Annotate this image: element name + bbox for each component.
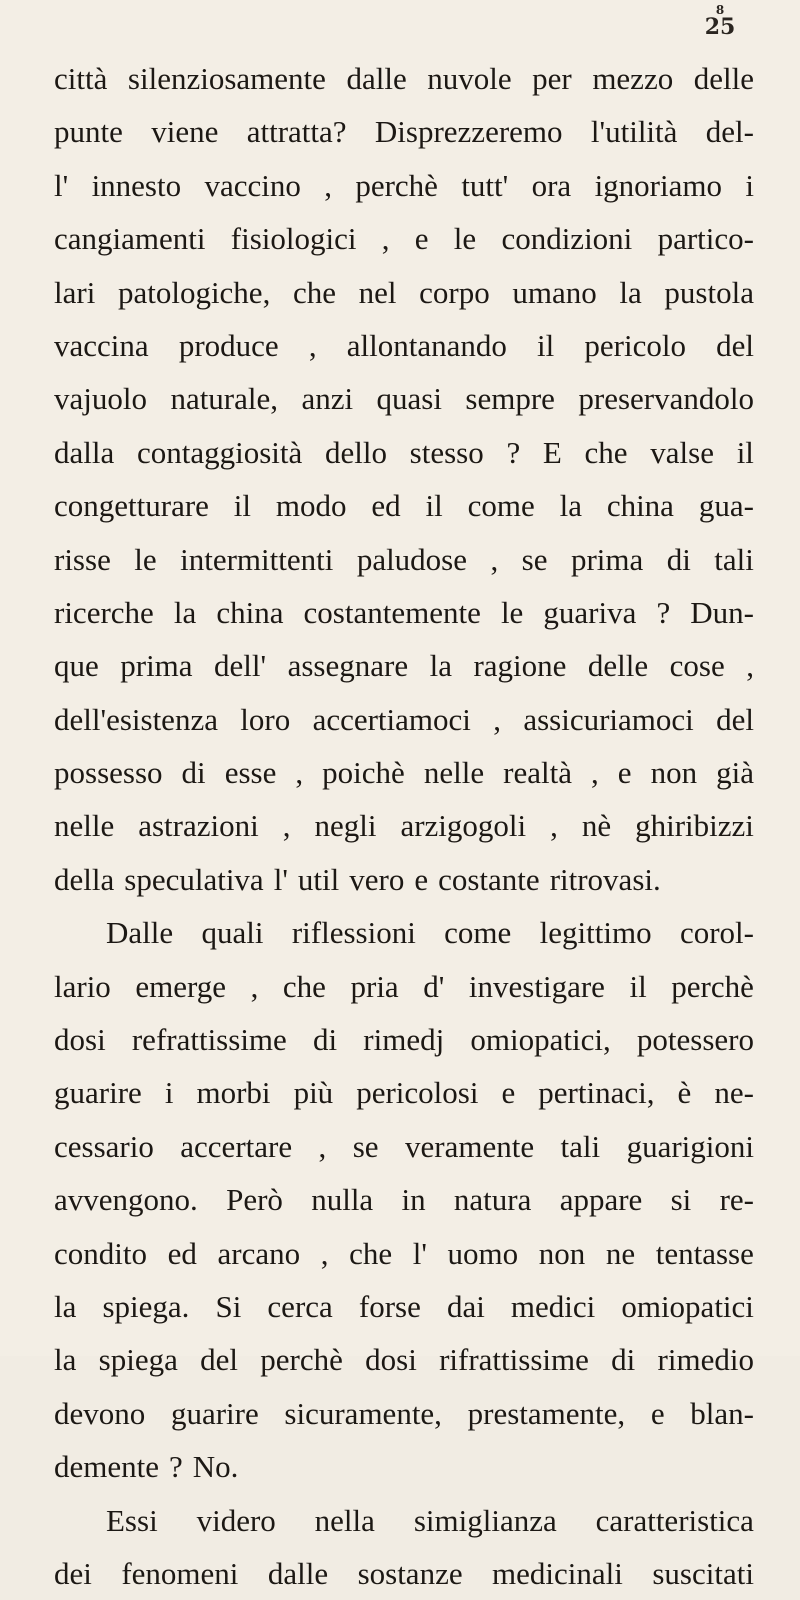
text-line: demente ? No.: [54, 1449, 239, 1485]
text-line: la spiega. Si cerca forse dai medici omiopatici: [54, 1288, 754, 1324]
text-line: lari patologiche, che nel corpo umano la pustola: [54, 274, 754, 310]
text-line: congetturare il modo ed il come la china gua-: [54, 488, 754, 524]
text-line: cessario accertare , se veramente tali guarigioni: [54, 1128, 754, 1164]
text-line: Essi videro nella simiglianza caratteristica: [106, 1502, 754, 1538]
text-line: ricerche la china costantemente le guariva ? Dun-: [54, 594, 754, 630]
text-line: Dalle quali riflessioni come legittimo corol-: [106, 915, 754, 951]
text-line: lario emerge , che pria d' investigare il perchè: [54, 968, 754, 1004]
text-line: nelle astrazioni , negli arzigogoli , nè ghiribizzi: [54, 808, 754, 844]
text-line: guarire i morbi più pericolosi e pertinaci, è ne-: [54, 1075, 754, 1111]
text-line: dell'esistenza loro accertiamoci , assicuriamoci del: [54, 701, 754, 737]
text-line: dei fenomeni dalle sostanze medicinali suscitati: [54, 1555, 754, 1591]
text-line: avvengono. Però nulla in natura appare si re-: [54, 1182, 754, 1218]
text-line: l' innesto vaccino , perchè tutt' ora ignoriamo i: [54, 167, 754, 203]
page-number-text: 25: [704, 14, 736, 40]
text-line: dalla contaggiosità dello stesso ? E che valse il: [54, 434, 754, 470]
text-line: que prima dell' assegnare la ragione delle cose ,: [54, 648, 754, 684]
body-text: [54, 52, 754, 1600]
text-line: punte viene attratta? Disprezzeremo l'utilità del-: [54, 114, 754, 150]
text-line: dosi refrattissime di rimedj omiopatici, potessero: [54, 1022, 754, 1058]
text-line: possesso di esse , poichè nelle realtà , e non già: [54, 755, 754, 791]
text-line: condito ed arcano , che l' uomo non ne tentasse: [54, 1235, 754, 1271]
text-line: vajuolo naturale, anzi quasi sempre preservandolo: [54, 381, 754, 417]
text-line: risse le intermittenti paludose , se prima di tali: [54, 541, 754, 577]
text-line: città silenziosamente dalle nuvole per mezzo delle: [54, 61, 754, 96]
text-line: vaccina produce , allontanando il pericolo del: [54, 327, 754, 363]
page-number: [690, 4, 750, 38]
text-line: della speculativa l' util vero e costante ritrovasi.: [54, 861, 661, 897]
text-line: cangiamenti fisiologici , e le condizioni partico-: [54, 221, 754, 257]
text-line: devono guarire sicuramente, prestamente, e blan-: [54, 1395, 754, 1431]
text-line: la spiega del perchè dosi rifrattissime di rimedio: [54, 1342, 754, 1378]
signature-mark: 8: [715, 3, 725, 17]
